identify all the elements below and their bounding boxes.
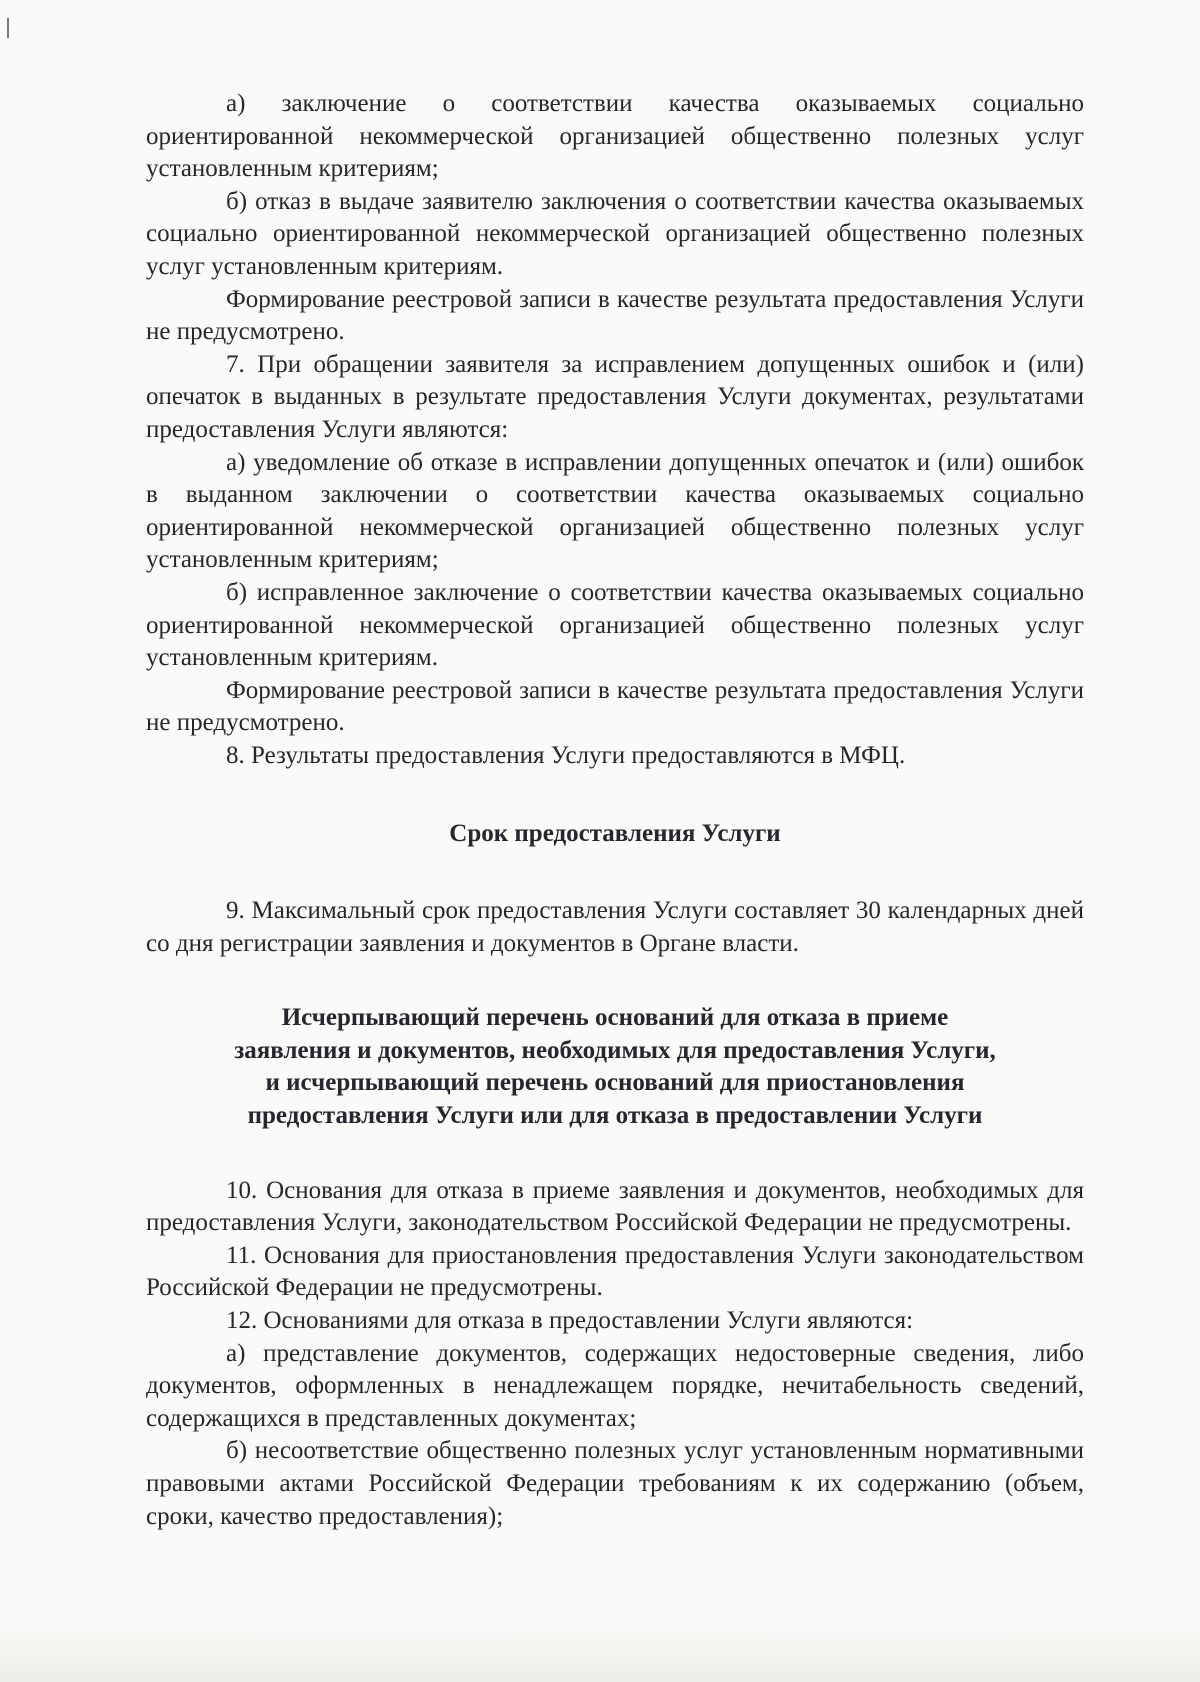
paragraph-7: 7. При обращении заявителя за исправлением допущенных ошибок и (или) опечаток в выданных в результате предоставления Услуги документах, результатами предоставления Услуги являются:	[146, 350, 1084, 443]
heading-service-term: Срок предоставления Услуги	[449, 820, 781, 848]
paragraph-12: 12. Основаниями для отказа в предоставлении Услуги являются:	[226, 1307, 914, 1334]
document-page	[146, 88, 1084, 1533]
scan-bottom-shade	[0, 1624, 1200, 1682]
heading-line: Исчерпывающий перечень оснований для отказа в приеме	[281, 1004, 949, 1032]
paragraph-10: 10. Основания для отказа в приеме заявления и документов, необходимых для предоставления Услуги, законодательством Российской Федерации не предусмотрены.	[146, 1176, 1084, 1237]
paragraph-result-b: б) отказ в выдаче заявителю заключения о соответствии качества оказываемых социально ориентированной некоммерческой организацией общественно полезных услуг установленным критериям.	[146, 187, 1084, 280]
paragraph-7-a: а) уведомление об отказе в исправлении допущенных опечаток и (или) ошибок в выданном заключении о соответствии качества оказываемых социально ориентированной некоммерческой организацией общественно полезных услуг установленным критериям;	[146, 448, 1084, 574]
paragraph-9: 9. Максимальный срок предоставления Услуги составляет 30 календарных дней со дня регистрации заявления и документов в Органе власти.	[146, 897, 1084, 957]
heading-line: заявления и документов, необходимых для предоставления Услуги,	[234, 1036, 996, 1064]
paragraph-12-b: б) несоответствие общественно полезных услуг установленным нормативными правовыми актами Российской Федерации требованиям к их содержанию (объем, сроки, качество предоставления);	[146, 1437, 1084, 1530]
heading-line: предоставления Услуги или для отказа в предоставлении Услуги	[247, 1102, 983, 1130]
paragraph-11: 11. Основания для приостановления предоставления Услуги законодательством Российской Федерации не предусмотрены.	[146, 1241, 1084, 1302]
paragraph-8: 8. Результаты предоставления Услуги предоставляются в МФЦ.	[226, 741, 906, 769]
paragraph-registry-note: Формирование реестровой записи в качестве результата предоставления Услуги не предусмотрено.	[146, 285, 1084, 346]
paragraph-registry-note-2: Формирование реестровой записи в качестве результата предоставления Услуги не предусмотрено.	[146, 676, 1084, 737]
paragraph-12-a: а) представление документов, содержащих недостоверные сведения, либо документов, оформленных в ненадлежащем порядке, нечитабельность сведений, содержащихся в представленных документах;	[146, 1339, 1084, 1432]
heading-line: и исчерпывающий перечень оснований для приостановления	[265, 1069, 965, 1097]
paragraph-7-b: б) исправленное заключение о соответствии качества оказываемых социально ориентированной некоммерческой организацией общественно полезных услуг установленным критериям.	[146, 578, 1084, 672]
heading-grounds-for-refusal	[146, 1002, 1084, 1132]
paragraph-result-a: а) заключение о соответствии качества оказываемых социально ориентированной некоммерческой организацией общественно полезных услуг установленным критериям;	[146, 90, 1084, 183]
scan-edge-mark	[7, 18, 9, 38]
